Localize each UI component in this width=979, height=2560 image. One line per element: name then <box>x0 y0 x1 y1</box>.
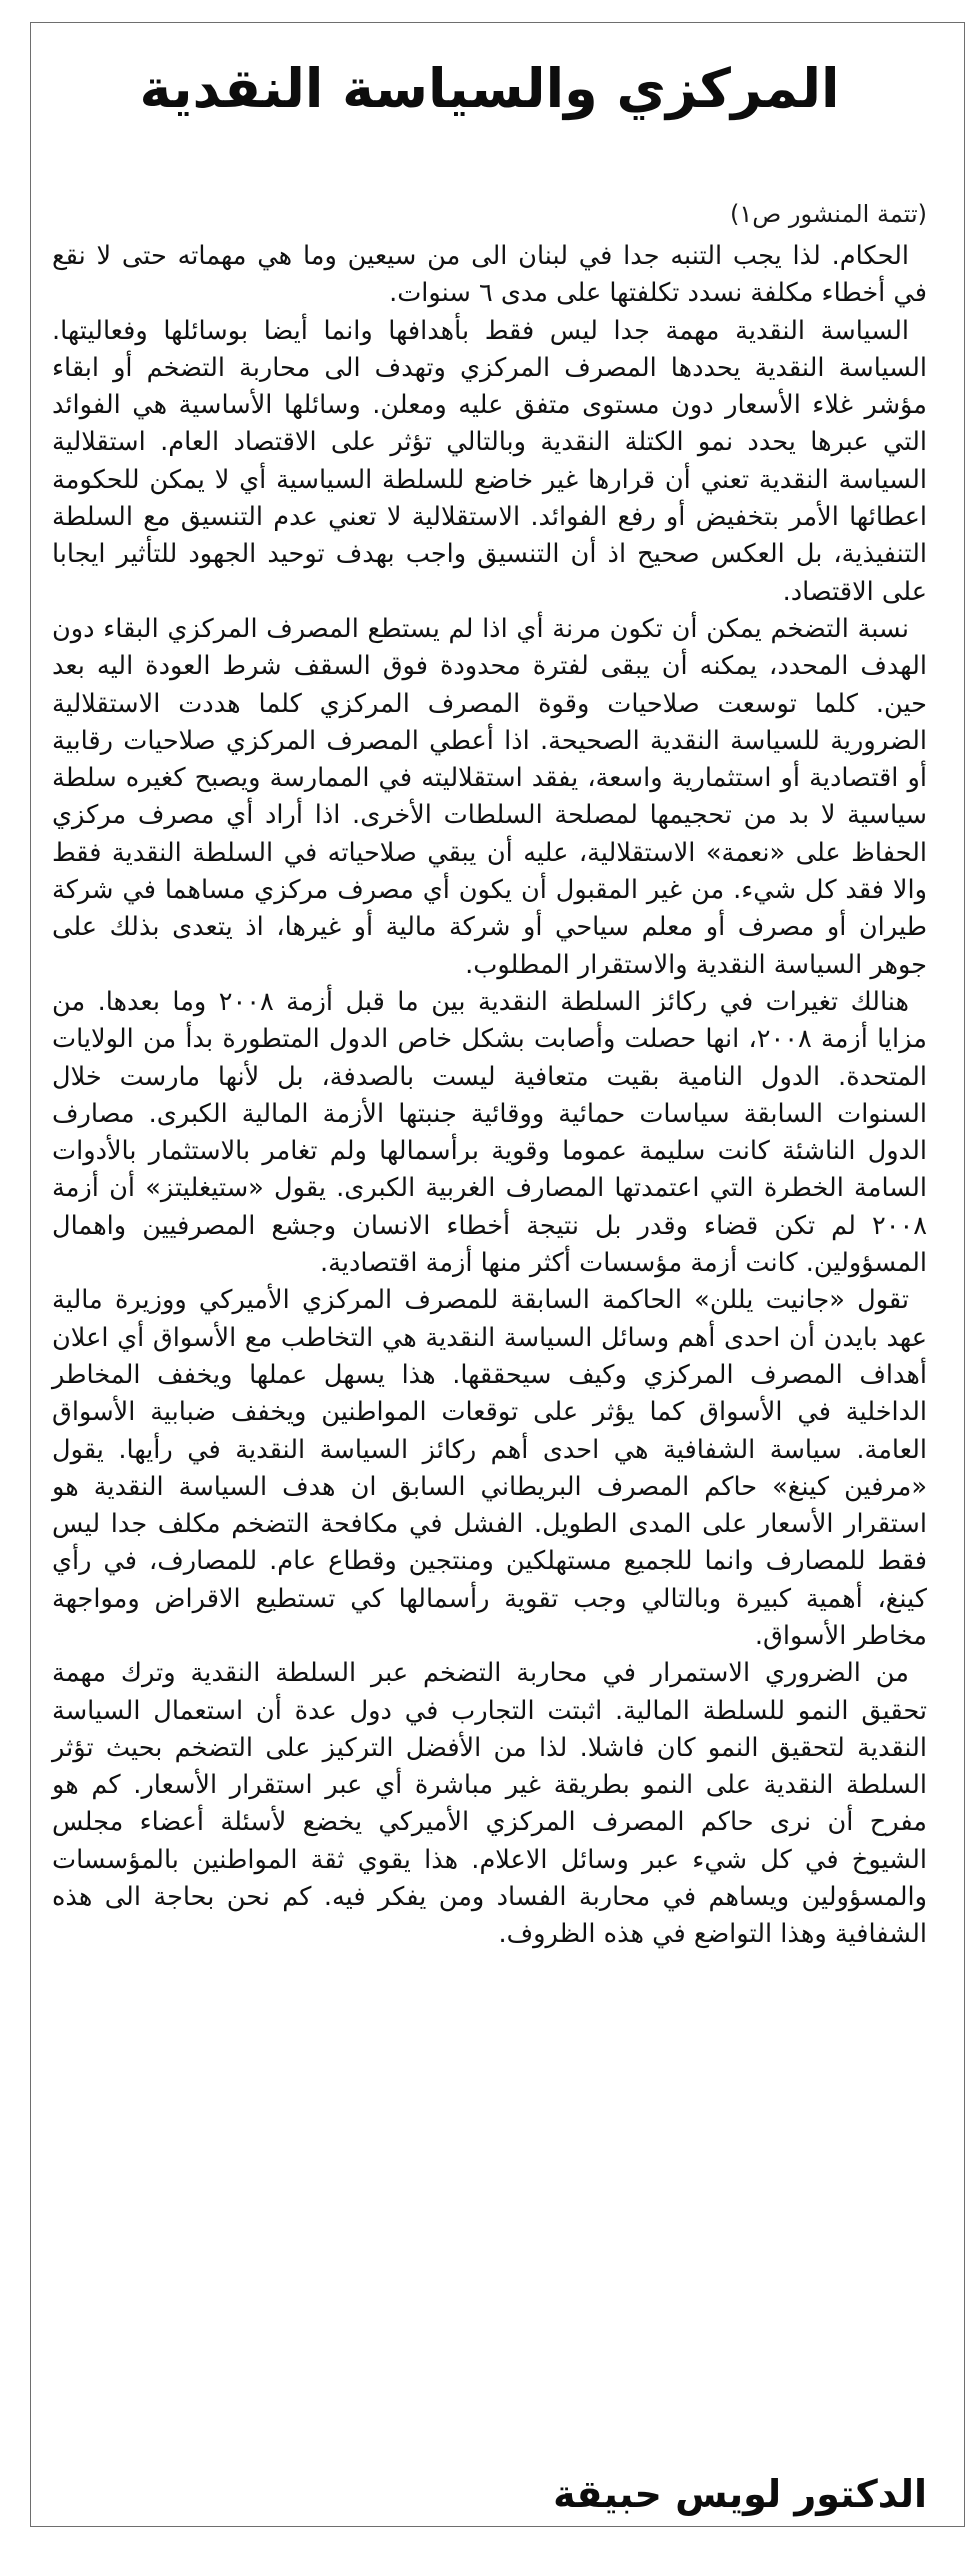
author-signature: الدكتور لويس حبيقة <box>553 2472 927 2516</box>
paragraph-3: نسبة التضخم يمكن أن تكون مرنة أي اذا لم يستطع المصرف المركزي البقاء دون الهدف المحدد، يمكنه أن يبقى لفترة محدودة فوق السقف شرط العودة اليه بعد حين. كلما توسعت صلاحيات وقوة المصرف المركزي كلما هددت الاستقلالية الضرورية للسياسة النقدية الصحيحة. اذا أعطي المصرف المركزي صلاحيات رقابية أو اقتصادية أو استثمارية واسعة، يفقد استقلاليته في الممارسة ويصبح كغيره سلطة سياسية لا بد من تحجيمها لمصلحة السلطات الأخرى. اذا أراد أي مصرف مركزي الحفاظ على «نعمة» الاستقلالية، عليه أن يبقي صلاحياته في السلطة النقدية فقط والا فقد كل شيء. من غير المقبول أن يكون أي مصرف مركزي مساهما في شركة طيران أو مصرف أو معلم سياحي أو شركة مالية أو غيرها، اذ يتعدى بذلك على جوهر السياسة النقدية والاستقرار المطلوب. <box>52 613 927 980</box>
article-headline: المركزي والسياسة النقدية <box>139 57 840 120</box>
paragraph-2: السياسة النقدية مهمة جدا ليس فقط بأهدافها وانما أيضا بوسائلها وفعاليتها. السياسة النقدية يحددها المصرف المركزي وتهدف الى محاربة التضخم أو ابقاء مؤشر غلاء الأسعار دون مستوى متفق عليه ومعلن. وسائلها الأساسية هي الفوائد التي عبرها يحدد نمو الكتلة النقدية وبالتالي تؤثر على الاقتصاد العام. استقلالية السياسة النقدية تعني أن قرارها غير خاضع للسلطة السياسية أي لا يمكن للحكومة اعطائها الأمر بتخفيض أو رفع الفوائد. الاستقلالية لا تعني عدم التنسيق مع السلطة التنفيذية، بل العكس صحيح اذ أن التنسيق واجب بهدف توحيد الجهود للتأثير ايجابا على الاقتصاد. <box>52 315 927 607</box>
article-body <box>52 238 927 1954</box>
continuation-note: (تتمة المنشور ص١) <box>729 200 927 228</box>
paragraph-1: الحكام. لذا يجب التنبه جدا في لبنان الى من سيعين وما هي مهماته حتى لا نقع في أخطاء مكلفة نسدد تكلفتها على مدى ٦ سنوات. <box>52 241 927 309</box>
paragraph-4: هنالك تغيرات في ركائز السلطة النقدية بين ما قبل أزمة ٢٠٠٨ وما بعدها. من مزايا أزمة ٢٠٠٨، انها حصلت وأصابت بشكل خاص الدول المتطورة بدأ من الولايات المتحدة. الدول النامية بقيت متعافية ليست بالصدفة، بل لأنها مارست خلال السنوات السابقة سياسات حمائية ووقائية جنبتها الأزمة المالية الكبرى. مصارف الدول الناشئة كانت سليمة عموما وقوية برأسمالها ولم تغامر بالاستثمار بالأدوات السامة الخطرة التي اعتمدتها المصارف الغربية الكبرى. يقول «ستيغليتز» أن أزمة ٢٠٠٨ لم تكن قضاء وقدر بل نتيجة أخطاء الانسان وجشع المصرفيين واهمال المسؤولين. كانت أزمة مؤسسات أكثر منها أزمة اقتصادية. <box>52 986 927 1279</box>
paragraph-5: تقول «جانيت يللن» الحاكمة السابقة للمصرف المركزي الأميركي ووزيرة مالية عهد بايدن أن احدى أهم وسائل السياسة النقدية هي التخاطب مع الأسواق أي اعلان أهداف المصرف المركزي وكيف سيحققها. هذا يسهل عملها ويخفف المخاطر الداخلية في الأسواق كما يؤثر على توقعات المواطنين ويخفف ضبابية الأسواق العامة. سياسة الشفافية هي احدى أهم ركائز السياسة النقدية في رأيها. يقول «مرفين كينغ» حاكم المصرف البريطاني السابق ان هدف السياسة النقدية هو استقرار الأسعار على المدى الطويل. الفشل في مكافحة التضخم مكلف جدا ليس فقط للمصارف وانما للجميع مستهلكين ومنتجين وقطاع عام. للمصارف، في رأي كينغ، أهمية كبيرة وبالتالي وجب تقوية رأسمالها كي تستطيع الاقراض ومواجهة مخاطر الأسواق. <box>52 1285 927 1651</box>
paragraph-6: من الضروري الاستمرار في محاربة التضخم عبر السلطة النقدية وترك مهمة تحقيق النمو للسلطة المالية. اثبتت التجارب في دول عدة أن استعمال السياسة النقدية لتحقيق النمو كان فاشلا. لذا من الأفضل التركيز على التضخم بحيث تؤثر السلطة النقدية على النمو بطريقة غير مباشرة أي عبر استقرار الأسعار. كم هو مفرح أن نرى حاكم المصرف المركزي الأميركي يخضع لأسئلة أعضاء مجلس الشيوخ في كل شيء عبر وسائل الاعلام. هذا يقوي ثقة المواطنين بالمؤسسات والمسؤولين ويساهم في محاربة الفساد ومن يفكر فيه. كم نحن بحاجة الى هذه الشفافية وهذا التواضع في هذه الظروف. <box>52 1658 927 1950</box>
